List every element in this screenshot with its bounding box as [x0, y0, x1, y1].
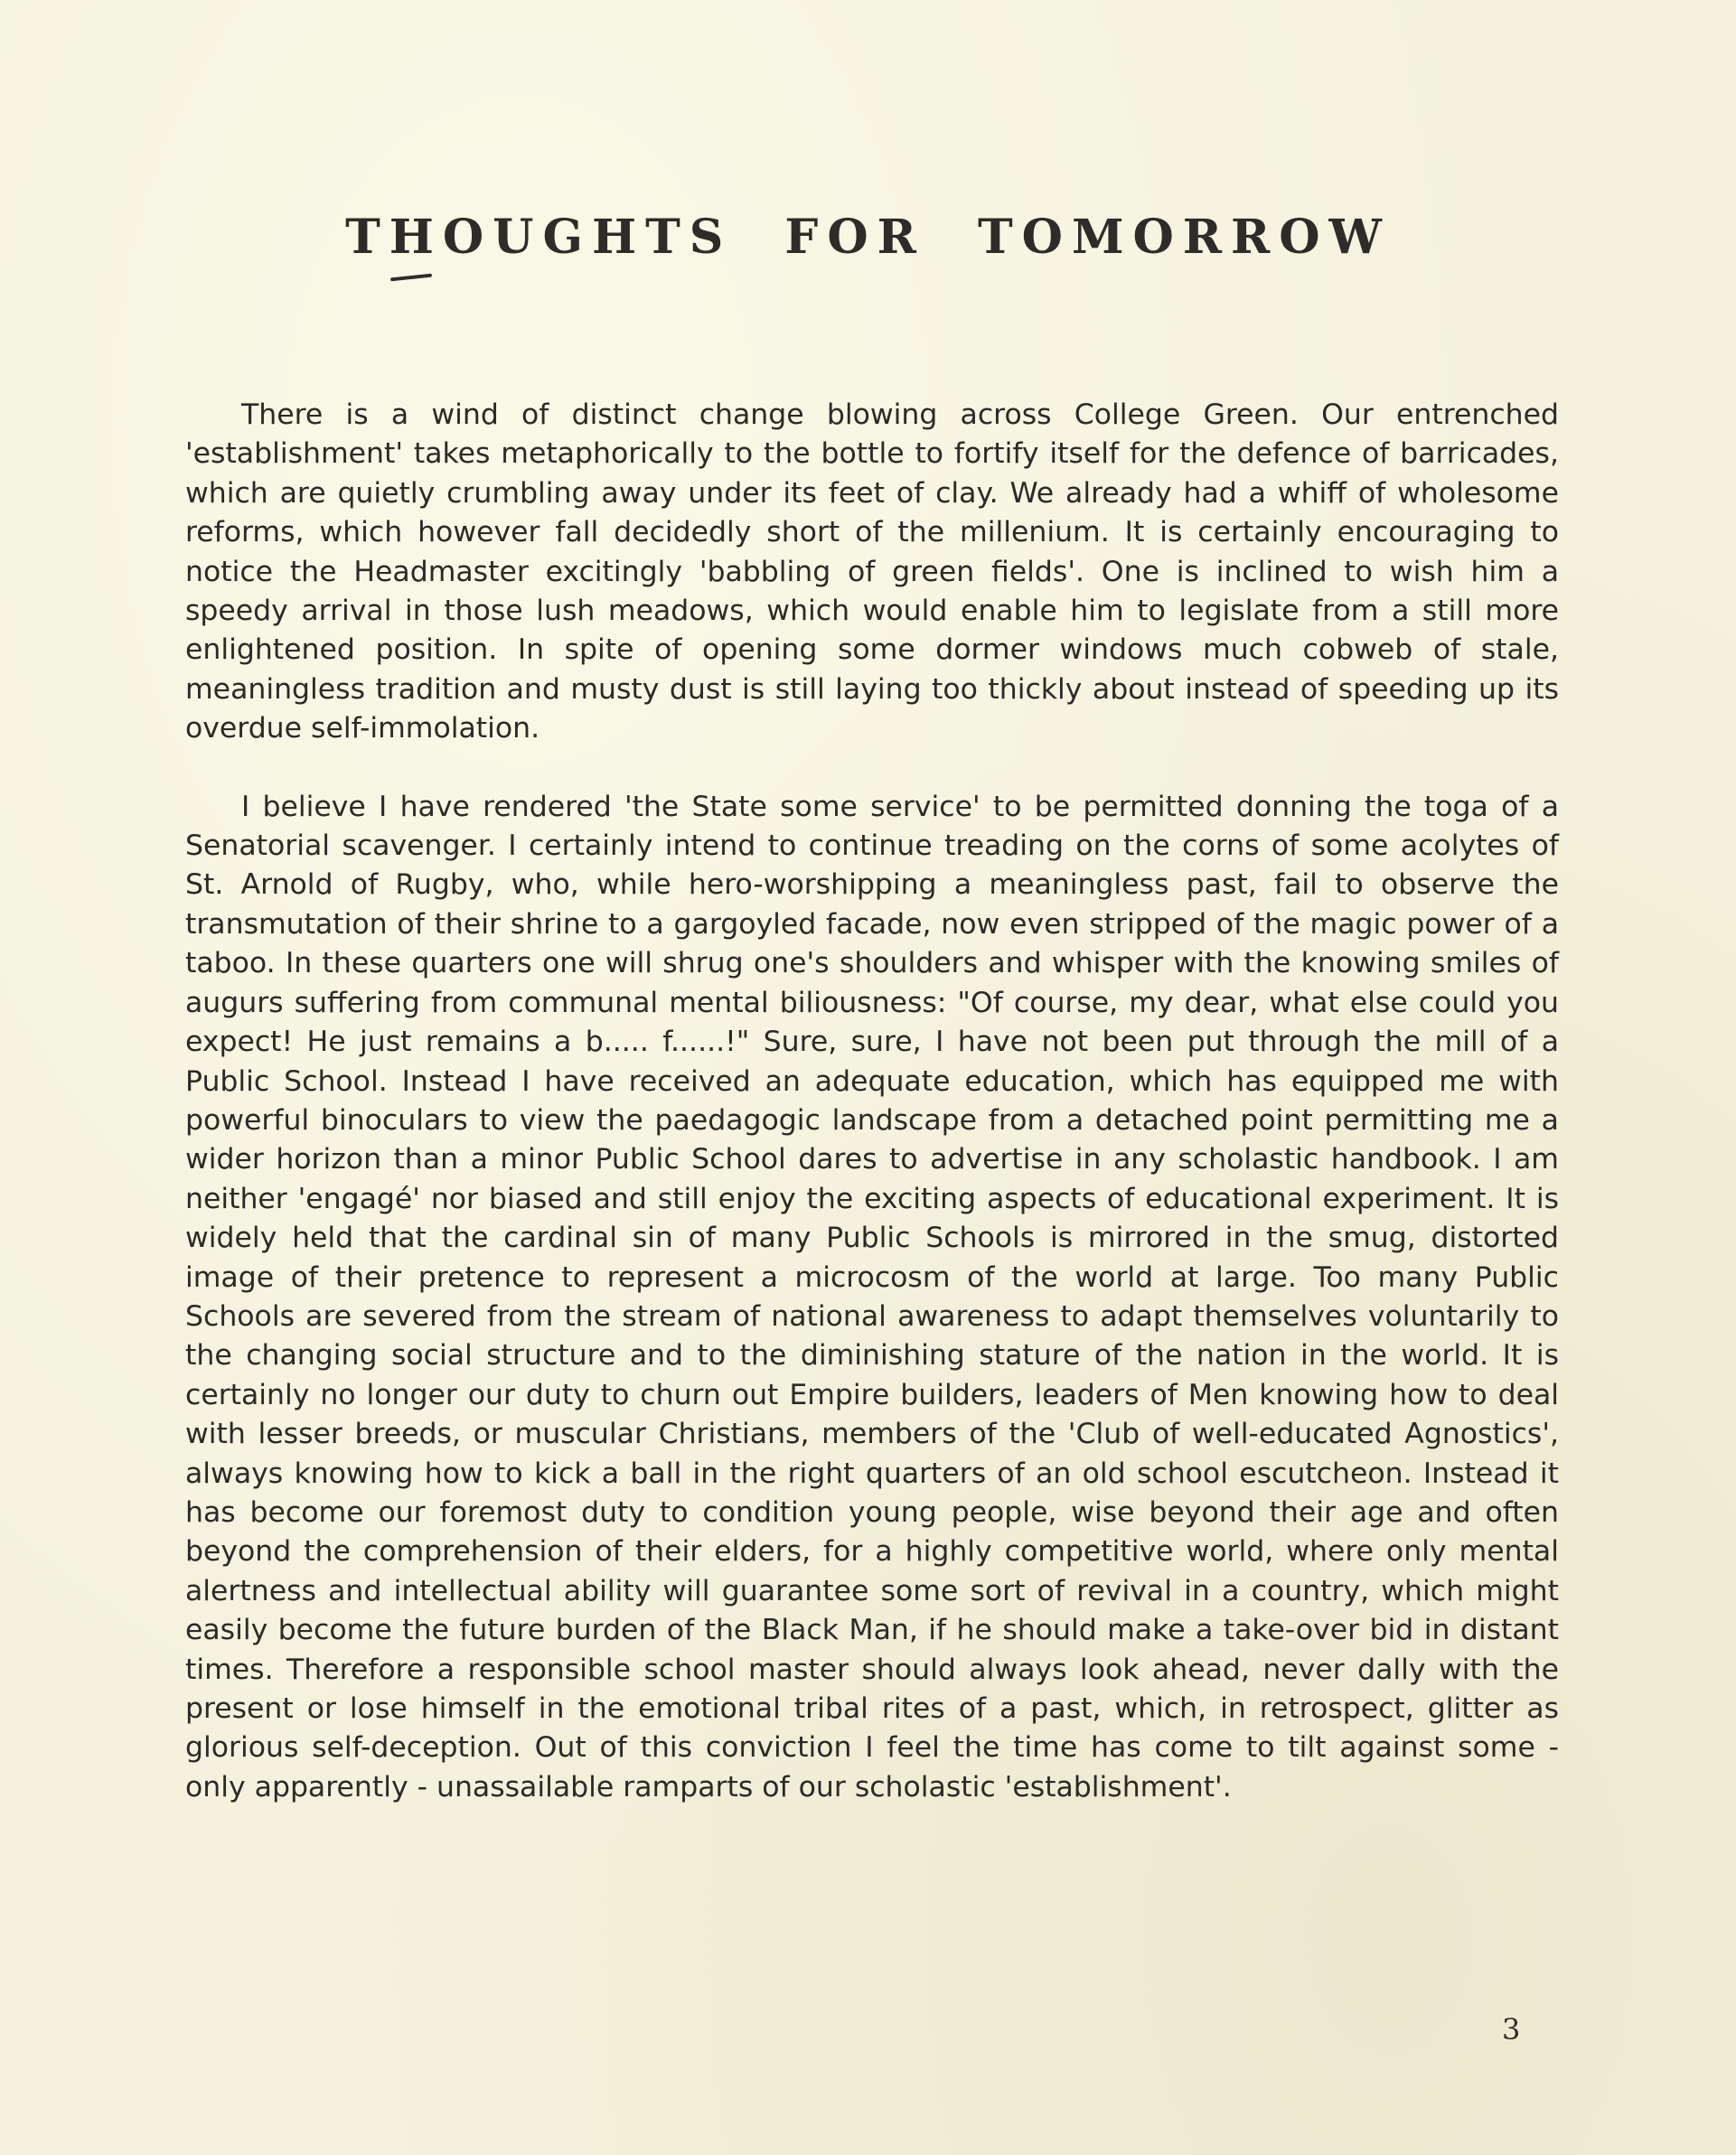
paragraph-2: I believe I have rendered 'the State some service' to be permitted donning the toga of a Senatorial scavenger. I certainly intend to continue treading on the corns of some acolytes of St. Arnold of Rugby, who, while hero-worshipping a meaningless past, fail to observe the transmutation of their shrine to a gargoyled facade, now even stripped of the magic power of a taboo. In these quarters one will shrug one's shoulders and whisper with the knowing smiles of augurs suffering from communal mental biliousness: "Of course, my dear, what else could you expect! He just remains a b..... f......!" Sure, sure, I have not been put through the mill of a Public School. Instead I have received an adequate education, which has equipped me with powerful binoculars to view the paedagogic landscape from a detached point permitting me a wider horizon than a minor Public School dares to advertise in any scholastic handbook. I am neither 'engagé' nor biased and still enjoy the exciting aspects of educational experiment. It is widely held that the cardinal sin of many Public Schools is mirrored in the smug, distorted image of their pretence to represent a microcosm of the world at large. Too many Public Schools are severed from the stream of national awareness to adapt themselves voluntarily to the changing social structure and to the diminishing stature of the nation in the world. It is certainly no longer our duty to churn out Empire builders, leaders of Men knowing how to deal with lesser breeds, or muscular Christians, members of the 'Club of well-educated Agnostics', always knowing how to kick a ball in the right quarters of an old school escutcheon. Instead it has become our foremost duty to condition young people, wise beyond their age and often beyond the comprehension of their elders, for a highly competitive world, where only mental alertness and intellectual ability will guarantee some sort of revival in a country, which might easily become the future burden of the Black Man, if he should make a take-over bid in distant times. Therefore a responsible school master should always look ahead, never dally with the present or lose himself in the emotional tribal rites of a past, which, in retrospect, glitter as glorious self-deception. Out of this conviction I feel the time has come to tilt against some - only apparently - unassailable ramparts of our scholastic 'establishment'. — [185, 790, 1559, 1804]
page-number: 3 — [1502, 2012, 1521, 2047]
article-body — [185, 396, 1559, 1807]
page-title: THOUGHTS FOR TOMORROW — [345, 210, 1391, 265]
paragraph-1: There is a wind of distinct change blowing across College Green. Our entrenched 'establishment' takes metaphorically to the bottle to fortify itself for the defence of barricades, which are quietly crumbling away under its feet of clay. We already had a whiff of wholesome reforms, which however fall decidedly short of the millenium. It is certainly encouraging to notice the Headmaster excitingly 'babbling of green fields'. One is inclined to wish him a speedy arrival in those lush meadows, which would enable him to legislate from a still more enlightened position. In spite of opening some dormer windows much cobweb of stale, meaningless tradition and musty dust is still laying too thickly about instead of speeding up its overdue self-immolation. — [185, 398, 1559, 745]
handwritten-correction-mark — [390, 274, 432, 282]
